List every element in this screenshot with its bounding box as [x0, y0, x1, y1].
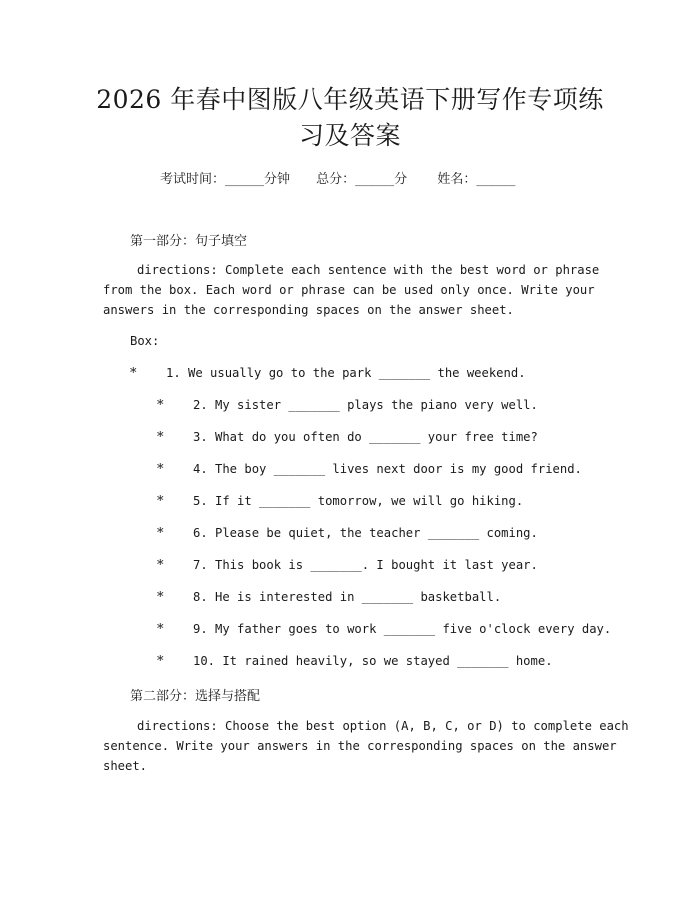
question-item: 10. It rained heavily, so we stayed _______ home. [193, 654, 553, 668]
box-label: Box: [130, 334, 160, 348]
bullet-marker: * [157, 398, 164, 413]
directions-line: from the box. Each word or phrase can be used only once. Write your [103, 283, 595, 297]
exam-name-field: 姓名：______ [437, 172, 516, 187]
bullet-marker: * [157, 462, 164, 477]
part1-directions [103, 260, 603, 320]
directions-line: sentence. Write your answers in the corresponding spaces on the answer [103, 739, 617, 753]
bullet-marker: * [157, 622, 164, 637]
bullet-marker: * [157, 430, 164, 445]
question-item: 8. He is interested in _______ basketball. [193, 590, 502, 604]
bullet-marker: * [157, 494, 164, 509]
bullet-marker: * [157, 526, 164, 541]
exam-time-field: 考试时间：______分钟 [160, 172, 291, 187]
exam-score-field: 总分：______分 [316, 172, 408, 187]
bullet-marker: * [157, 590, 164, 605]
part2-heading: 第二部分：选择与搭配 [130, 689, 261, 704]
directions-line: directions: Complete each sentence with the best word or phrase [137, 263, 600, 277]
question-item: 1. We usually go to the park _______ the weekend. [166, 366, 526, 380]
document-title-line-1: 2026 年春中图版八年级英语下册写作专项练 [96, 85, 604, 114]
question-item: 7. This book is _______. I bought it last year. [193, 558, 538, 572]
directions-line: sheet. [103, 759, 148, 773]
question-item: 5. If it _______ tomorrow, we will go hiking. [193, 494, 524, 508]
question-item: 2. My sister _______ plays the piano very well. [193, 398, 538, 412]
directions-line: directions: Choose the best option (A, B, C, or D) to complete each [137, 719, 629, 733]
bullet-marker: * [130, 366, 137, 381]
question-item: 3. What do you often do _______ your free time? [193, 430, 538, 444]
document-title-line-2: 习及答案 [298, 121, 401, 150]
exam-info [160, 168, 560, 187]
part1-heading: 第一部分：句子填空 [130, 234, 248, 249]
directions-line: answers in the corresponding spaces on the answer sheet. [103, 303, 514, 317]
question-item: 9. My father goes to work _______ five o'clock every day. [193, 622, 612, 636]
question-item: 6. Please be quiet, the teacher _______ coming. [193, 526, 538, 540]
bullet-marker: * [157, 654, 164, 669]
part2-directions [103, 716, 629, 776]
bullet-marker: * [157, 558, 164, 573]
question-item: 4. The boy _______ lives next door is my good friend. [193, 462, 582, 476]
